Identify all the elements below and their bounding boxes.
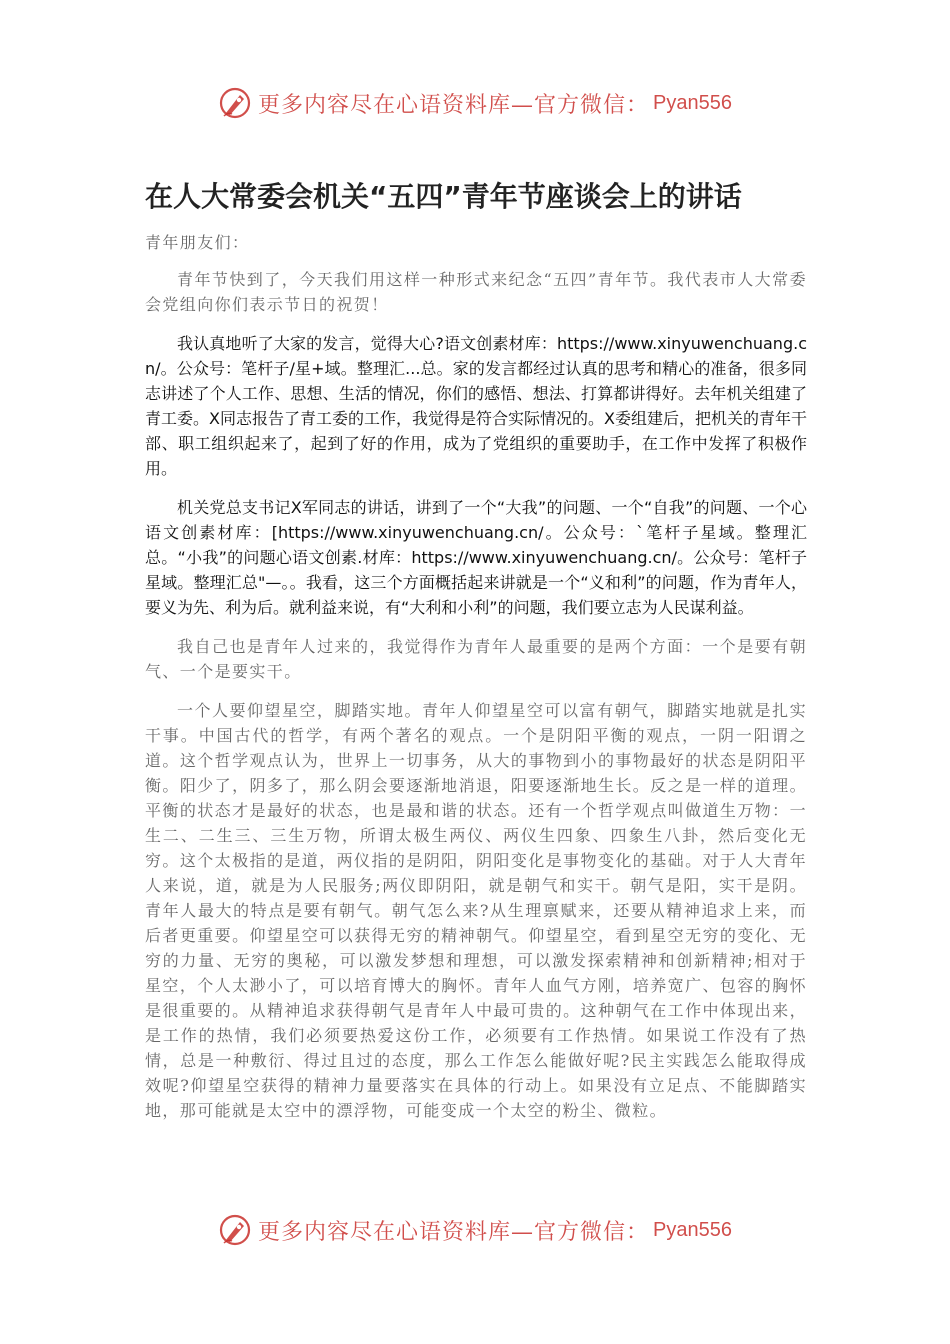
- header-banner: [0, 83, 950, 123]
- banner-wechat-id: Pyan556: [653, 1218, 732, 1241]
- footer-banner: [0, 1210, 950, 1250]
- document-body: [145, 230, 807, 1137]
- paragraph-1: 青年节快到了，今天我们用这样一种形式来纪念“五四”青年节。我代表市人大常委会党组向你们表示节日的祝贺！: [145, 270, 807, 314]
- pen-nib-logo-icon: [218, 1213, 252, 1247]
- paragraph-3: 机关党总支书记X军同志的讲话，讲到了一个“大我”的问题、一个“自我”的问题、一个心语文创素材库：[https://www.xinyuwenchuang.cn/。公众号：`笔杆子星域。整理汇总。“小我”的问题心语文创素.材库：https://www.xinyuwenchuang.cn/。公众号：笔杆子星域。整理汇总"—。。我看，这三个方面概括起来讲就是一个“义和利”的问题，作为青年人，要义为先、利为后。就利益来说，有“大利和小利”的问题，我们要立志为人民谋利益。: [145, 498, 807, 617]
- paragraph-2: 我认真地听了大家的发言，觉得大心?语文创素材库：https://www.xinyuwenchuang.cn/。公众号：笔杆子/星+域。整理汇...总。家的发言都经过认真的思考和精心的准备，很多同志讲述了个人工作、思想、生活的情况，你们的感悟、想法、打算都讲得好。去年机关组建了青工委。X同志报告了青工委的工作，我觉得是符合实际情况的。X委组建后，把机关的青年干部、职工组织起来了，起到了好的作用，成为了党组织的重要助手，在工作中发挥了积极作用。: [145, 334, 807, 478]
- greeting: 青年朋友们：: [145, 233, 250, 252]
- banner-wechat-id: Pyan556: [653, 91, 732, 114]
- paragraph-4: 我自己也是青年人过来的，我觉得作为青年人最重要的是两个方面：一个是要有朝气、一个是要实干。: [145, 637, 807, 681]
- banner-text: 更多内容尽在心语资料库—官方微信：: [258, 92, 650, 118]
- banner-text: 更多内容尽在心语资料库—官方微信：: [258, 1219, 650, 1245]
- pen-nib-logo-icon: [218, 86, 252, 120]
- paragraph-5: 一个人要仰望星空，脚踏实地。青年人仰望星空可以富有朝气，脚踏实地就是扎实干事。中国古代的哲学，有两个著名的观点。一个是阴阳平衡的观点，一阴一阳谓之道。这个哲学观点认为，世界上一切事务，从大的事物到小的事物最好的状态是阴阳平衡。阳少了，阴多了，那么阴会要逐渐地消退，阳要逐渐地生长。反之是一样的道理。平衡的状态才是最好的状态，也是最和谐的状态。还有一个哲学观点叫做道生万物：一生二、二生三、三生万物，所谓太极生两仪、两仪生四象、四象生八卦，然后变化无穷。这个太极指的是道，两仪指的是阴阳，阴阳变化是事物变化的基础。对于人大青年人来说，道，就是为人民服务;两仪即阴阳，就是朝气和实干。朝气是阳，实干是阴。青年人最大的特点是要有朝气。朝气怎么来?从生理禀赋来，还要从精神追求上来，而后者更重要。仰望星空可以获得无穷的精神朝气。仰望星空，看到星空无穷的变化、无穷的力量、无穷的奥秘，可以激发梦想和理想，可以激发探索精神和创新精神;相对于星空，个人太渺小了，可以培育博大的胸怀。青年人血气方刚，培养宽广、包容的胸怀是很重要的。从精神追求获得朝气是青年人中最可贵的。这种朝气在工作中体现出来，是工作的热情，我们必须要热爱这份工作，必须要有工作热情。如果说工作没有了热情，总是一种敷衍、得过且过的态度，那么工作怎么能做好呢?民主实践怎么能取得成效呢?仰望星空获得的精神力量要落实在具体的行动上。如果没有立足点、不能脚踏实地，那可能就是太空中的漂浮物，可能变成一个太空的粉尘、微粒。: [145, 701, 807, 1120]
- document-title: 在人大常委会机关“五四”青年节座谈会上的讲话: [145, 180, 742, 213]
